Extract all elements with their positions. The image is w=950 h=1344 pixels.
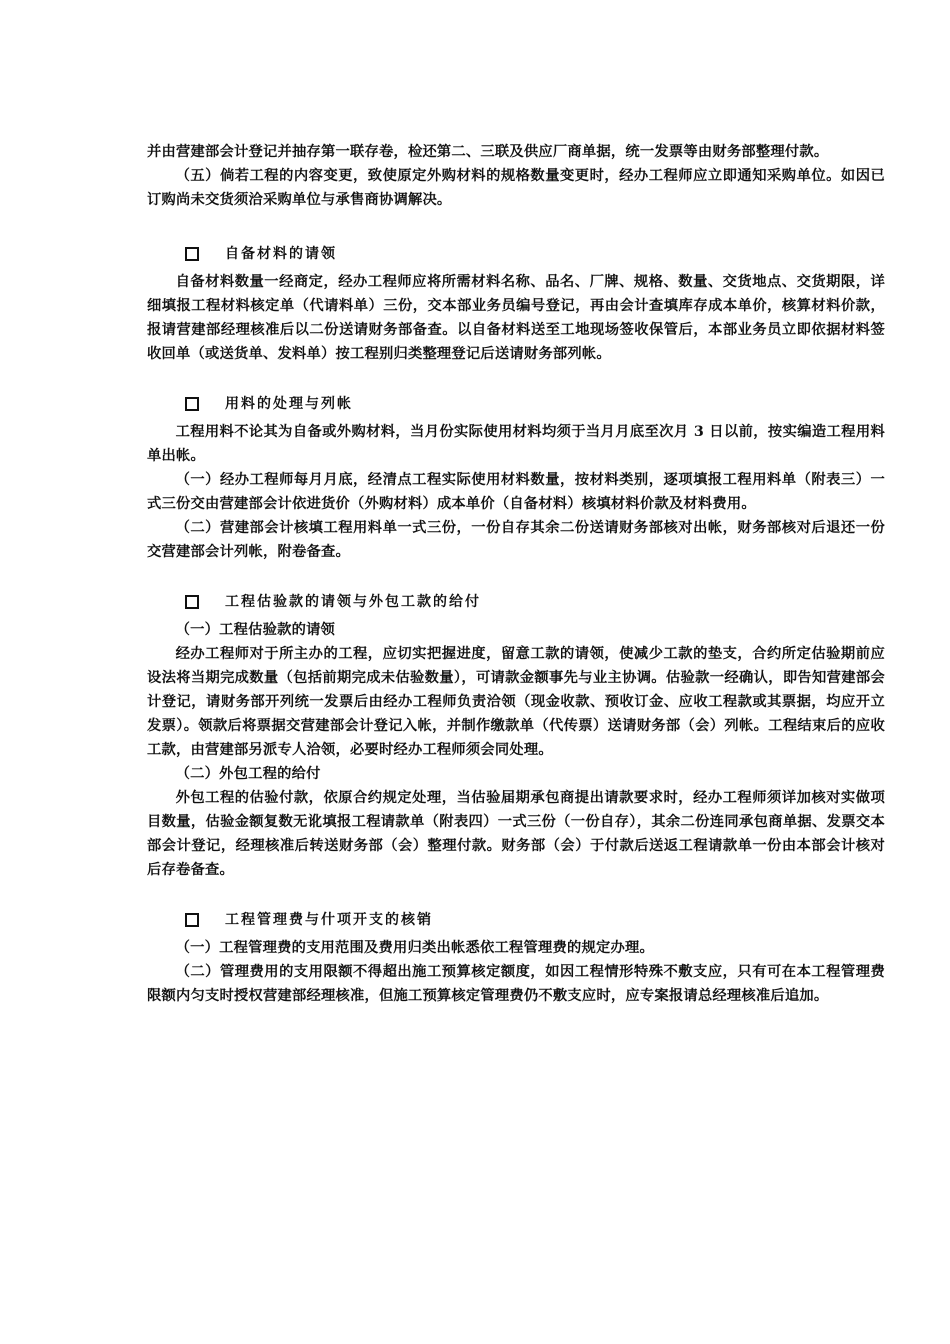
checkbox-square-icon	[185, 595, 199, 609]
section-heading-progress-payment	[185, 590, 885, 614]
paragraph-continued: 并由营建部会计登记并抽存第一联存卷，检还第二、三联及供应厂商单据，统一发票等由财务部整理付款。	[147, 144, 829, 160]
subheading: （一）工程估验款的请领	[175, 622, 336, 638]
paragraph: 经办工程师对于所主办的工程，应切实把握进度，留意工款的请领，使减少工款的垫支，合约所定估验期前应设法将当期完成数量（包括前期完成未估验数量），可请款金额事先与业主协调。估验款一经确认，即告知营建部会计登记，请财务部开列统一发票后由经办工程师负责洽领（现金收款、预收订金、应收工程款或其票据，均应开立发票）。领款后将票据交营建部会计登记入帐，并制作缴款单（代传票）送请财务部（会）列帐。工程结束后的应收工款，由营建部另派专人洽领，必要时经办工程师须会同处理。	[147, 646, 885, 758]
section-title: 自备材料的请领	[225, 246, 337, 262]
checkbox-square-icon	[185, 913, 199, 927]
paragraph: 工程用料不论其为自备或外购材料，当月份实际使用材料均须于当月月底至次月 3 日以前，按实编造工程用料单出帐。	[147, 424, 885, 464]
paragraph: （一）工程管理费的支用范围及费用归类出帐悉依工程管理费的规定办理。	[175, 940, 654, 956]
section-title: 工程管理费与什项开支的核销	[225, 912, 433, 928]
paragraph: （二）营建部会计核填工程用料单一式三份，一份自存其余二份送请财务部核对出帐，财务部核对后退还一份交营建部会计列帐，附卷备查。	[147, 520, 885, 560]
document-body	[147, 140, 885, 1008]
paragraph-item-5: （五）倘若工程的内容变更，致使原定外购材料的规格数量变更时，经办工程师应立即通知采购单位。如因已订购尚未交货须洽采购单位与承售商协调解决。	[147, 168, 885, 208]
section-title: 工程估验款的请领与外包工款的给付	[225, 594, 481, 610]
paragraph: （二）管理费用的支用限额不得超出施工预算核定额度，如因工程情形特殊不敷支应，只有可在本工程管理费限额内匀支时授权营建部经理核准，但施工预算核定管理费仍不敷支应时，应专案报请总经理核准后追加。	[147, 964, 885, 1004]
paragraph: （一）经办工程师每月月底，经清点工程实际使用材料数量，按材料类别，逐项填报工程用料单（附表三）一式三份交由营建部会计依进货价（外购材料）成本单价（自备材料）核填材料价款及材料费用。	[147, 472, 885, 512]
section-heading-self-materials	[185, 242, 885, 266]
paragraph: 自备材料数量一经商定，经办工程师应将所需材料名称、品名、厂牌、规格、数量、交货地点、交货期限，详细填报工程材料核定单（代请料单）三份，交本部业务员编号登记，再由会计查填库存成本单价，核算材料价款，报请营建部经理核准后以二份送请财务部备查。以自备材料送至工地现场签收保管后，本部业务员立即依据材料签收回单（或送货单、发料单）按工程别归类整理登记后送请财务部列帐。	[147, 274, 885, 362]
section-heading-material-usage	[185, 392, 885, 416]
subheading: （二）外包工程的给付	[175, 766, 321, 782]
paragraph: 外包工程的估验付款，依原合约规定处理，当估验届期承包商提出请款要求时，经办工程师须详加核对实做项目数量，估验金额复数无讹填报工程请款单（附表四）一式三份（一份自存），其余二份连同承包商单据、发票交本部会计登记，经理核准后转送财务部（会）整理付款。财务部（会）于付款后送返工程请款单一份由本部会计核对后存卷备查。	[147, 790, 885, 878]
section-heading-management-fees	[185, 908, 885, 932]
checkbox-square-icon	[185, 397, 199, 411]
checkbox-square-icon	[185, 247, 199, 261]
section-title: 用料的处理与列帐	[225, 396, 353, 412]
